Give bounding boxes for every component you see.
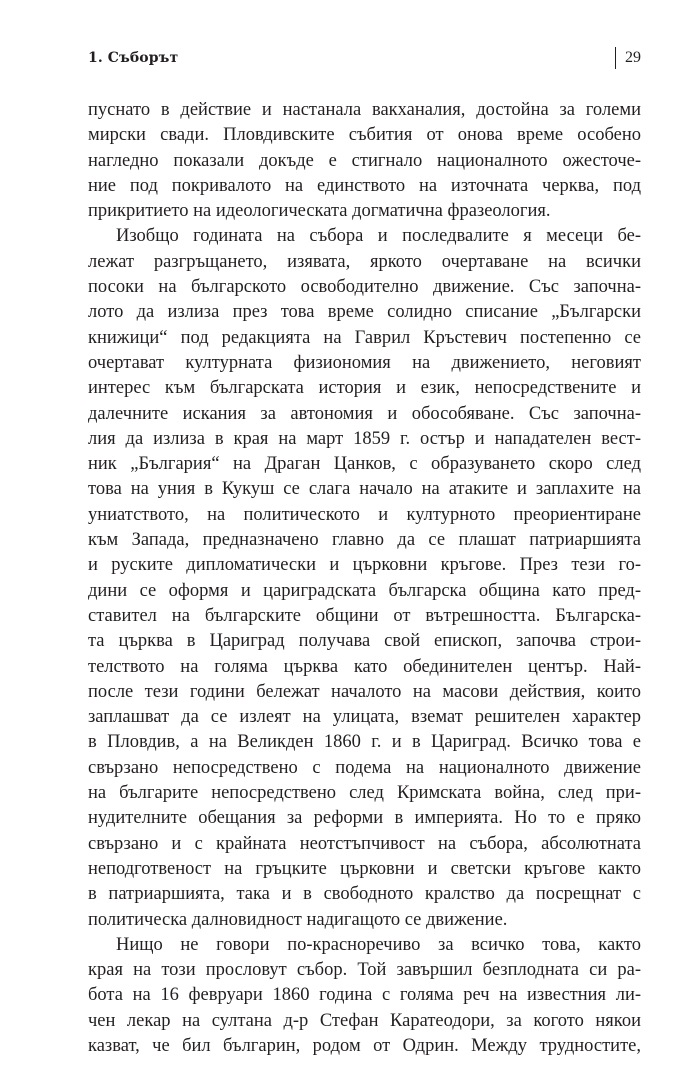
text-line: неподготвеност на гръцките църковни и светски кръгове както — [88, 858, 641, 879]
text-line: лия да излиза в края на март 1859 г. остър и нападателен вест- — [88, 428, 641, 449]
paragraph — [88, 224, 641, 932]
text-line: ние под покривалото на единството на източната черква, под — [88, 175, 641, 196]
text-line: Изобщо годината на събора и последвалите я месеци бе- — [116, 226, 641, 247]
text-line: интерес към българската история и език, непосредствените и — [88, 378, 641, 399]
text-line: Нищо не говори по-красноречиво за всичко това, както — [116, 934, 641, 955]
text-line: нагледно показали докъде е стигнало националното ожесточе- — [88, 150, 641, 171]
page-number: 29 — [625, 49, 641, 66]
page-number-rule — [615, 47, 616, 69]
text-line: края на този прословут събор. Той завършил безплодната си ра- — [88, 960, 641, 981]
text-line: заплашват да се излеят на улицата, вземат решителен характер — [88, 707, 641, 728]
text-line: чен лекар на султана д-р Стефан Каратеодори, за когото някои — [88, 1010, 641, 1031]
text-line: свързано непосредствено с подема на националното движение — [88, 757, 641, 778]
text-line: книжици“ под редакцията на Гаврил Кръстевич постепенно се — [88, 327, 641, 348]
body-text — [88, 98, 641, 1059]
text-line: та църква в Цариград получава свой епископ, започва строи- — [88, 631, 641, 652]
running-head — [88, 46, 641, 74]
text-line: телството на голяма църква като обединителен център. Най- — [88, 656, 641, 677]
page-number-block — [615, 46, 641, 70]
text-line: и руските дипломатически и църковни кръгове. През тези го- — [88, 555, 641, 576]
text-line: ник „България“ на Драган Цанков, с образуването скоро след — [88, 454, 641, 475]
chapter-title: 1. Съборът — [88, 50, 179, 66]
text-line: ставител на българските общини от вътрешността. Българска- — [88, 605, 641, 626]
text-line: очертават културната физиономия на движението, неговият — [88, 352, 641, 373]
text-line: мирски свади. Пловдивските събития от онова време особено — [88, 125, 641, 146]
text-line: лежат разгръщането, изявата, яркото очертаване на всички — [88, 251, 641, 272]
text-line: лото да излиза през това време солидно списание „Български — [88, 302, 641, 323]
text-line: пуснато в действие и настанала вакханалия, достойна за големи — [88, 100, 641, 120]
text-line: свързано и с крайната неотстъпчивост на събора, абсолютната — [88, 833, 641, 854]
text-line: на българите непосредствено след Кримската война, след при- — [88, 783, 641, 804]
text-line: после тези години бележат началото на масови действия, които — [88, 681, 641, 702]
text-line: казват, че бил българин, родом от Одрин. Между трудностите, — [88, 1035, 641, 1056]
text-line: нудителните обещания за реформи в империята. Но то е пряко — [88, 808, 641, 829]
text-line: дини се оформя и цариградската българска община като пред- — [88, 580, 641, 601]
text-line: в Пловдив, а на Великден 1860 г. и в Цариград. Всичко това е — [88, 732, 641, 753]
text-line: далечните искания за автономия и обособяване. Със започна- — [88, 403, 641, 424]
text-line: в патриаршията, така и в свободното кралство да посрещнат с — [88, 884, 641, 905]
text-line: това на уния в Кукуш се слага начало на атаките и заплахите на — [88, 479, 641, 500]
text-line: политическа далновидност надигащото се движение. — [88, 909, 508, 930]
text-line: униатството, на политическото и културното преориентиране — [88, 504, 641, 525]
paragraph — [88, 933, 641, 1059]
text-line: посоки на българското освободително движение. Със започна- — [88, 277, 641, 298]
paragraph — [88, 98, 641, 224]
text-line: бота на 16 февруари 1860 година с голяма реч на известния ли- — [88, 985, 641, 1006]
text-line: прикритието на идеологическата догматична фразеология. — [88, 201, 551, 222]
text-line: към Запада, предназначено главно да се плашат патриаршията — [88, 530, 641, 551]
